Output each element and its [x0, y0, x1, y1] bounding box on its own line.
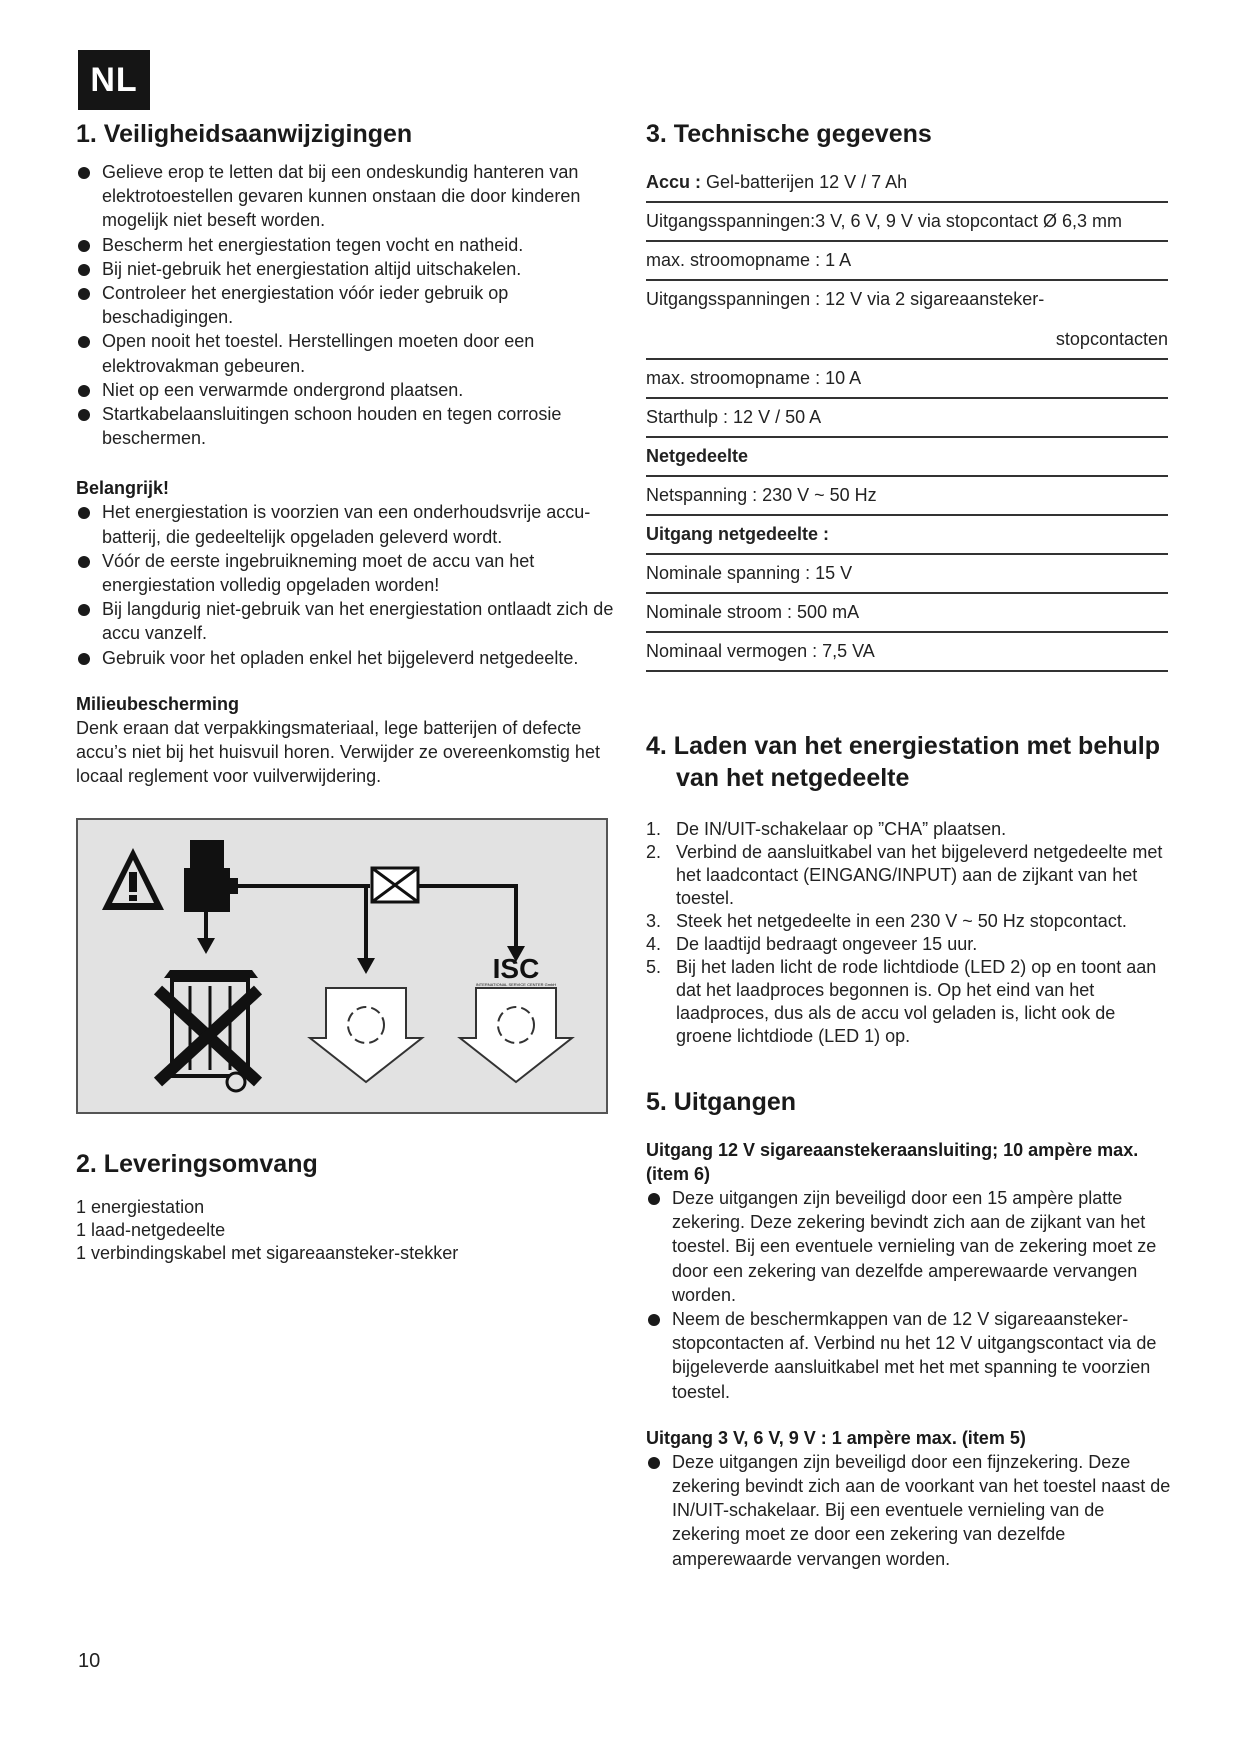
- isc-logo: ISC: [492, 952, 540, 984]
- list-item: Gelieve erop te letten dat bij een ondeskundig hanteren van elektrotoestellen gevaren kunnen onstaan die door kinderen mogelijk niet beseft worden.: [76, 160, 616, 233]
- left-column: [76, 118, 616, 1265]
- list-item: Niet op een verwarmde ondergrond plaatsen.: [76, 378, 616, 402]
- list-item: Het energiestation is voorzien van een onderhoudsvrije accu-batterij, die gedeeltelijk opgeladen geleverd wordt.: [76, 500, 616, 548]
- list-item: Deze uitgangen zijn beveiligd door een 15 ampère platte zekering. Deze zekering bevindt zich aan de zijkant van het toestel. Bij een eventuele vernieling van de zekering moet ze door een zekering van dezelfde amperewaarde vervangen worden.: [646, 1186, 1176, 1307]
- recycle-arrow-icon: [460, 988, 572, 1082]
- spec-row: Starthulp : 12 V / 50 A: [646, 399, 1168, 438]
- device-icon: [184, 840, 238, 912]
- output-low-voltage-list: [646, 1450, 1176, 1571]
- list-item: Startkabelaansluitingen schoon houden en tegen corrosie beschermen.: [76, 402, 616, 450]
- delivery-list: [76, 1196, 616, 1265]
- list-item: Bij langdurig niet-gebruik van het energiestation ontlaadt zich de accu vanzelf.: [76, 597, 616, 645]
- charging-steps: [646, 818, 1176, 1048]
- output-12v-heading: Uitgang 12 V sigareaanstekeraansluiting; 10 ampère max. (item 6): [646, 1140, 1139, 1184]
- tech-title: 3. Technische gegevens: [646, 120, 932, 148]
- step-text: De laadtijd bedraagt ongeveer 15 uur.: [676, 934, 978, 954]
- list-item: [646, 818, 1176, 841]
- outputs-title: 5. Uitgangen: [646, 1088, 797, 1116]
- page-number: 10: [78, 1650, 101, 1672]
- safety-list: [76, 160, 616, 450]
- spec-row: Nominale stroom : 500 mA: [646, 594, 1168, 633]
- language-badge: NL: [78, 50, 150, 110]
- list-item: Neem de beschermkappen van de 12 V sigareaansteker-stopcontacten af. Verbind nu het 12 V uitgangscontact via de bijgeleverde aansluitkabel met het met spanning te voorzien toestel.: [646, 1307, 1176, 1404]
- list-item: 1 laad-netgedeelte: [76, 1219, 226, 1240]
- disposal-figure: [76, 818, 608, 1114]
- spec-row-continuation: stopcontacten: [1055, 329, 1168, 349]
- charging-title-line1: 4. Laden van het energiestation met behulp: [646, 732, 1160, 760]
- list-item: 1 energiestation: [76, 1196, 205, 1217]
- step-text: De IN/UIT-schakelaar op ”CHA” plaatsen.: [676, 819, 1007, 839]
- list-item: Deze uitgangen zijn beveiligd door een fijnzekering. Deze zekering bevindt zich aan de voorkant van het toestel naast de IN/UIT-schakelaar. Bij een eventuele vernieling van de zekering moet ze door een zekering van dezelfde amperewaarde vervangen worden.: [646, 1450, 1176, 1571]
- crossed-bin-icon: [158, 970, 258, 1091]
- spec-row: Nominaal vermogen : 7,5 VA: [646, 633, 1168, 672]
- list-item: Bij niet-gebruik het energiestation altijd uitschakelen.: [76, 257, 616, 281]
- list-item: Controleer het energiestation vóór ieder gebruik op beschadigingen.: [76, 281, 616, 329]
- list-item: [646, 956, 1176, 1048]
- spec-row: [646, 281, 1168, 360]
- disposal-diagram: [78, 820, 606, 1112]
- step-number: 2.: [646, 842, 662, 862]
- list-item: Bescherm het energiestation tegen vocht en natheid.: [76, 233, 616, 257]
- spec-row: [646, 164, 1168, 203]
- accu-value: Gel-batterijen 12 V / 7 Ah: [706, 172, 908, 192]
- charging-title: [646, 730, 1176, 794]
- spec-row: Nominale spanning : 15 V: [646, 555, 1168, 594]
- list-item: [646, 841, 1176, 910]
- spec-row: max. stroomopname : 10 A: [646, 360, 1168, 399]
- environment-heading: Milieubescherming: [76, 693, 240, 714]
- charging-title-line2: van het netgedeelte: [676, 764, 910, 792]
- step-text: Steek het netgedeelte in een 230 V ~ 50 Hz stopcontact.: [676, 911, 1127, 931]
- envelope-icon: [372, 868, 418, 902]
- list-item: Open nooit het toestel. Herstellingen moeten door een elektrovakman gebeuren.: [76, 329, 616, 377]
- list-item: 1 verbindingskabel met sigareaansteker-stekker: [76, 1242, 459, 1263]
- environment-text: Denk eraan dat verpakkingsmateriaal, lege batterijen of defecte accu’s niet bij het huisvuil horen. Verwijder ze overeenkomstig het locaal reglement voor vuilverwijdering.: [76, 717, 600, 786]
- accu-label: Accu :: [646, 172, 702, 192]
- list-item: [646, 910, 1176, 933]
- safety-title: 1. Veiligheidsaanwijzigingen: [76, 120, 413, 148]
- isc-caption: INTERNATIONAL SERVICE CENTER GmbH: [475, 981, 557, 987]
- net-heading: Netgedeelte: [646, 438, 1168, 477]
- list-item: Gebruik voor het opladen enkel het bijgeleverd netgedeelte.: [76, 646, 616, 670]
- step-text: Verbind de aansluitkabel van het bijgeleverd netgedeelte met het laadcontact (EINGANG/INPUT) aan de zijkant van het toestel.: [676, 842, 1163, 908]
- list-item: [646, 933, 1176, 956]
- spec-table: [646, 164, 1168, 672]
- recycle-arrow-icon: [310, 988, 422, 1082]
- step-number: 3.: [646, 911, 662, 931]
- spec-row-line: Uitgangsspanningen : 12 V via 2 sigareaansteker-: [646, 289, 1045, 309]
- step-number: 5.: [646, 957, 662, 977]
- output-low-voltage-heading: Uitgang 3 V, 6 V, 9 V : 1 ampère max. (item 5): [646, 1427, 1026, 1448]
- right-column: [646, 118, 1176, 1571]
- warning-triangle-icon: [102, 848, 164, 910]
- important-list: [76, 500, 616, 669]
- spec-row: Uitgangsspanningen:3 V, 6 V, 9 V via stopcontact Ø 6,3 mm: [646, 203, 1168, 242]
- list-item: Vóór de eerste ingebruikneming moet de accu van het energiestation volledig opgeladen worden!: [76, 549, 616, 597]
- output-heading: Uitgang netgedeelte :: [646, 516, 1168, 555]
- delivery-title: 2. Leveringsomvang: [76, 1149, 318, 1178]
- step-number: 4.: [646, 934, 662, 954]
- output-12v-list: [646, 1186, 1176, 1404]
- spec-row: Netspanning : 230 V ~ 50 Hz: [646, 477, 1168, 516]
- step-text: Bij het laden licht de rode lichtdiode (LED 2) op en toont aan dat het laadproces begonnen is. Op het eind van het laadproces, dus als de accu vol geladen is, licht ook de groene lichtdiode (LED 1) op.: [676, 957, 1157, 1046]
- spec-row: max. stroomopname : 1 A: [646, 242, 1168, 281]
- step-number: 1.: [646, 819, 662, 839]
- important-heading: Belangrijk!: [76, 478, 170, 499]
